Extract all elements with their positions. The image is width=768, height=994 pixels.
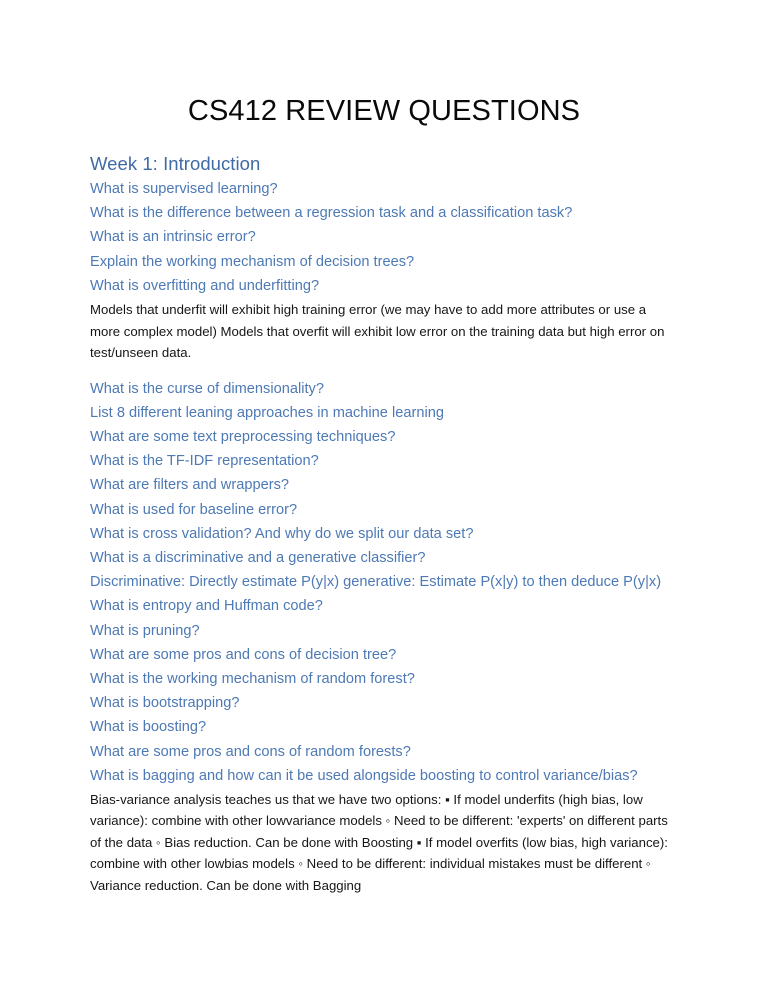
review-question: What is supervised learning?: [90, 181, 278, 197]
review-question: Discriminative: Directly estimate P(y|x) generative: Estimate P(x|y) to then deduce P(y|x): [90, 574, 662, 591]
review-question: What is the working mechanism of random forest?: [90, 670, 415, 687]
review-question: What is the TF-IDF representation?: [90, 453, 319, 470]
review-question: What are some text preprocessing techniques?: [90, 428, 396, 445]
review-answer: Models that underfit will exhibit high training error (we may have to add more attributes or use a more complex model) Models that overfit will exhibit low error on the training data but high error on test/unseen data.: [90, 302, 665, 361]
review-question: What is cross validation? And why do we split our data set?: [90, 525, 474, 542]
document-body: [90, 0, 678, 896]
section-heading-week-1: Week 1: Introduction: [90, 153, 261, 174]
review-question: What are some pros and cons of decision tree?: [90, 646, 397, 663]
review-question: What is an intrinsic error?: [90, 229, 256, 246]
review-question: What is the curse of dimensionality?: [90, 380, 324, 397]
review-question: List 8 different leaning approaches in machine learning: [90, 404, 445, 421]
review-question: What is a discriminative and a generative classifier?: [90, 549, 426, 566]
page-title: CS412 REVIEW QUESTIONS: [187, 95, 581, 127]
review-question: What is pruning?: [90, 622, 200, 639]
review-question: Explain the working mechanism of decision trees?: [90, 253, 415, 270]
review-question: What is used for baseline error?: [90, 501, 298, 518]
review-question: What are some pros and cons of random forests?: [90, 743, 411, 760]
block-spacer: [90, 364, 678, 377]
question-list: [90, 177, 678, 896]
review-question: What is the difference between a regression task and a classification task?: [90, 205, 573, 222]
review-question: What is overfitting and underfitting?: [90, 277, 320, 294]
review-question: What are filters and wrappers?: [90, 477, 290, 494]
review-answer: Bias-variance analysis teaches us that we have two options: ▪ If model underfits (high bias, low variance): combine with other lowvariance models ◦ Need to be different: 'experts' on different parts of the data ◦ Bias reduction. Can be done with Boosting ▪ If model overfits (low bias, high variance): combine with other lowbias models ◦ Need to be different: individual mistakes must be different ◦ Variance reduction. Can be done with Bagging: [90, 791, 668, 893]
review-question: What is bagging and how can it be used alongside boosting to control variance/bias?: [90, 767, 638, 784]
review-question: What is entropy and Huffman code?: [90, 598, 323, 615]
review-question: What is bootstrapping?: [90, 695, 240, 712]
review-question: What is boosting?: [90, 719, 207, 736]
